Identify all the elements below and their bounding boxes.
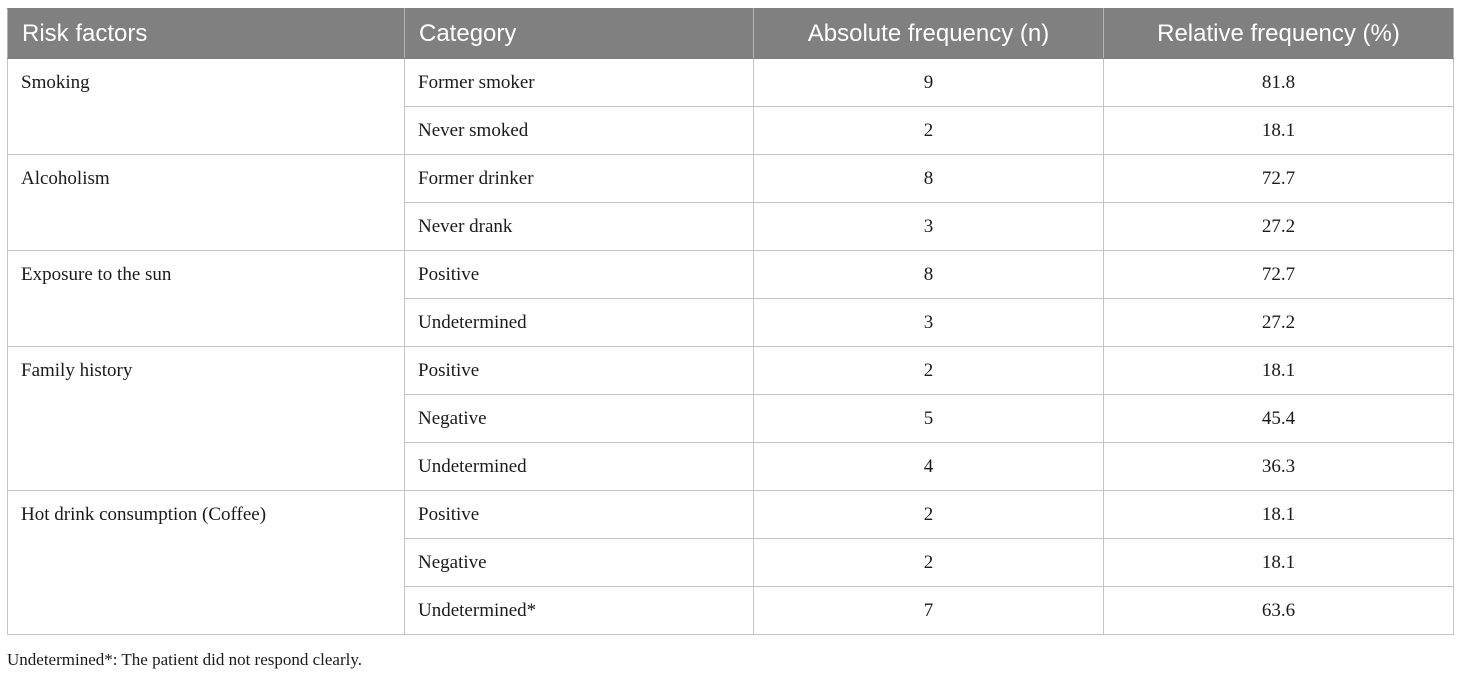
relative-frequency-cell: 72.7 [1104, 155, 1454, 203]
absolute-frequency-cell: 2 [754, 107, 1104, 155]
risk-factors-table-container [7, 8, 1453, 635]
absolute-frequency-cell: 8 [754, 251, 1104, 299]
category-cell: Positive [405, 347, 754, 395]
category-cell: Positive [405, 251, 754, 299]
relative-frequency-cell: 27.2 [1104, 299, 1454, 347]
category-cell: Negative [405, 395, 754, 443]
table-row [8, 59, 1454, 107]
relative-frequency-cell: 81.8 [1104, 59, 1454, 107]
category-cell: Never smoked [405, 107, 754, 155]
header-category: Category [405, 9, 754, 59]
relative-frequency-cell: 18.1 [1104, 347, 1454, 395]
category-cell: Positive [405, 491, 754, 539]
table-header-row [8, 9, 1454, 59]
risk-factor-cell: Alcoholism [8, 155, 405, 251]
category-cell: Former smoker [405, 59, 754, 107]
absolute-frequency-cell: 9 [754, 59, 1104, 107]
relative-frequency-cell: 72.7 [1104, 251, 1454, 299]
table-row [8, 251, 1454, 299]
absolute-frequency-cell: 2 [754, 539, 1104, 587]
absolute-frequency-cell: 5 [754, 395, 1104, 443]
category-cell: Undetermined [405, 443, 754, 491]
header-relative-frequency: Relative frequency (%) [1104, 9, 1454, 59]
category-cell: Negative [405, 539, 754, 587]
table-footnote: Undetermined*: The patient did not respond clearly. [7, 650, 363, 669]
relative-frequency-cell: 18.1 [1104, 491, 1454, 539]
header-risk-factors: Risk factors [8, 9, 405, 59]
absolute-frequency-cell: 4 [754, 443, 1104, 491]
risk-factor-cell: Family history [8, 347, 405, 491]
risk-factor-cell: Exposure to the sun [8, 251, 405, 347]
relative-frequency-cell: 27.2 [1104, 203, 1454, 251]
category-cell: Undetermined [405, 299, 754, 347]
header-absolute-frequency: Absolute frequency (n) [754, 9, 1104, 59]
table-row [8, 155, 1454, 203]
category-cell: Never drank [405, 203, 754, 251]
relative-frequency-cell: 18.1 [1104, 107, 1454, 155]
relative-frequency-cell: 63.6 [1104, 587, 1454, 635]
relative-frequency-cell: 36.3 [1104, 443, 1454, 491]
risk-factor-cell: Smoking [8, 59, 405, 155]
absolute-frequency-cell: 2 [754, 491, 1104, 539]
absolute-frequency-cell: 8 [754, 155, 1104, 203]
table-body [8, 59, 1454, 635]
absolute-frequency-cell: 3 [754, 299, 1104, 347]
category-cell: Former drinker [405, 155, 754, 203]
risk-factors-table [7, 8, 1454, 635]
category-cell: Undetermined* [405, 587, 754, 635]
risk-factor-cell: Hot drink consumption (Coffee) [8, 491, 405, 635]
absolute-frequency-cell: 3 [754, 203, 1104, 251]
absolute-frequency-cell: 7 [754, 587, 1104, 635]
table-row [8, 347, 1454, 395]
relative-frequency-cell: 45.4 [1104, 395, 1454, 443]
relative-frequency-cell: 18.1 [1104, 539, 1454, 587]
table-row [8, 491, 1454, 539]
absolute-frequency-cell: 2 [754, 347, 1104, 395]
